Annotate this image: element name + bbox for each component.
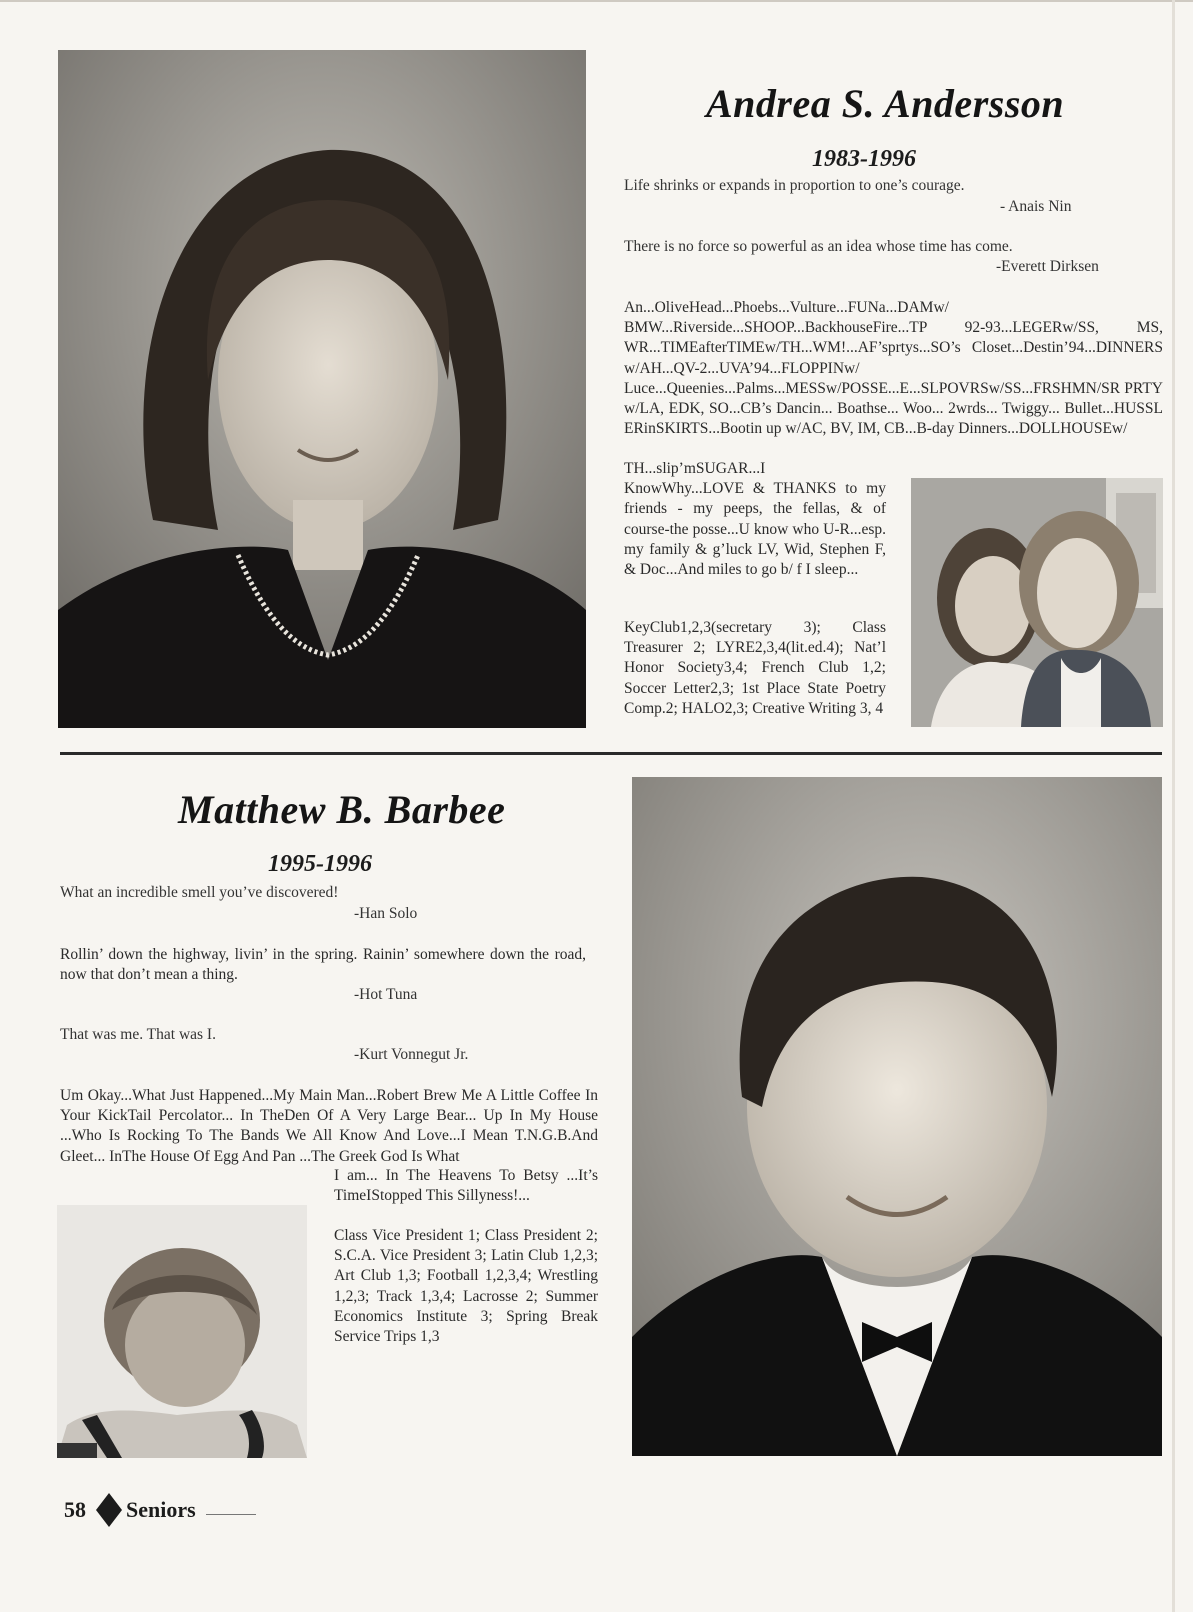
matthew-quote-3-author: -Kurt Vonnegut Jr. bbox=[354, 1046, 469, 1063]
matthew-notes: Um Okay...What Just Happened...My Main Man...Robert Brew Me A Little Coffee In Your KickTail Percolator... In TheDen Of A Very Large Bear... Up In My House ...Who Is Rocking To The Bands We All Know And Love...I Mean T.N.G.B.And Gleet... InThe House Of Egg And Pan ...The Greek God Is What bbox=[60, 1087, 598, 1165]
matthew-quote-2-author: -Hot Tuna bbox=[354, 986, 418, 1003]
matthew-quote-1-author: -Han Solo bbox=[354, 905, 418, 922]
matthew-notes-continued: I am... In The Heavens To Betsy ...It’s TimeIStopped This Sillyness!... bbox=[334, 1167, 598, 1205]
andrea-name-title: Andrea S. Andersson bbox=[706, 81, 1065, 126]
andrea-notes: An...OliveHead...Phoebs...Vulture...FUNa...DAMw/ BMW...Riverside...SHOOP...BackhouseFire...TP 92-93...LEGERw/SS, MS, WR...TIMEafterTIMEw/TH...WM!...AF’sprtys...SO’s Closet...Destin’94...DINNERS w/AH...QV-2...UVA’94...FLOPPINw/ Luce...Queenies...Palms...MESSw/POSSE...E...SLPOVRSw/SS...FRSHMN/SR PRTY w/LA, EDK, SO...CB’s Dancin... Boathse... Woo... 2wrds... Twiggy... Bullet...HUSSL ERinSKIRTS...Bootin up w/AC, BV, IM, CB...B-day Dinners...DOLLHOUSEw/ bbox=[624, 299, 1163, 438]
diamond-icon bbox=[96, 1493, 122, 1527]
matthew-activities: Class Vice President 1; Class President 2; S.C.A. Vice President 3; Latin Club 1,2,3; Art Club 1,3; Football 1,2,3,4; Wrestling 1,2,3; Track 1,3,4; Lacrosse 2; Summer Economics Institute 3; Spring Break Service Trips 1,3 bbox=[334, 1227, 598, 1346]
andrea-years: 1983-1996 bbox=[812, 146, 916, 172]
page-top-rule bbox=[0, 0, 1193, 2]
section-label: Seniors bbox=[126, 1497, 196, 1522]
matthew-portrait-photo bbox=[632, 777, 1162, 1456]
andrea-quote-1-author: - Anais Nin bbox=[1000, 198, 1072, 215]
andrea-quote-2: There is no force so powerful as an idea whose time has come. bbox=[624, 238, 1013, 255]
matthew-quote-1: What an incredible smell you’ve discovered! bbox=[60, 884, 339, 901]
andrea-quote-1: Life shrinks or expands in proportion to one’s courage. bbox=[624, 177, 965, 194]
matthew-quote-2: Rollin’ down the highway, livin’ in the spring. Rainin’ somewhere down the road, now that don’t mean a thing. bbox=[60, 946, 586, 983]
andrea-candid-photo bbox=[911, 478, 1163, 727]
matthew-years: 1995-1996 bbox=[268, 851, 372, 877]
section-divider bbox=[60, 752, 1162, 755]
page-edge bbox=[1172, 0, 1175, 1612]
andrea-activities: KeyClub1,2,3(secretary 3); Class Treasurer 2; LYRE2,3,4(lit.ed.4); Nat’l Honor Society3,4; French Club 1,2; Soccer Letter2,3; 1st Place State Poetry Comp.2; HALO2,3; Creative Writing 3, 4 bbox=[624, 619, 886, 717]
andrea-notes-continued: TH...slip’mSUGAR...I KnowWhy...LOVE & THANKS to my friends - my peeps, the fellas, & of course-the posse...U know who U-R...esp. my family & g’luck LV, Wid, Stephen F, & Doc...And miles to go b/ f I sleep... bbox=[624, 460, 886, 579]
matthew-quote-3: That was me. That was I. bbox=[60, 1026, 216, 1043]
andrea-portrait-photo bbox=[58, 50, 586, 728]
andrea-quote-2-author: -Everett Dirksen bbox=[996, 258, 1099, 275]
footer-rule bbox=[206, 1514, 256, 1515]
matthew-name-title: Matthew B. Barbee bbox=[178, 787, 506, 832]
page-number: 58 bbox=[64, 1497, 86, 1522]
matthew-candid-photo bbox=[57, 1205, 307, 1458]
